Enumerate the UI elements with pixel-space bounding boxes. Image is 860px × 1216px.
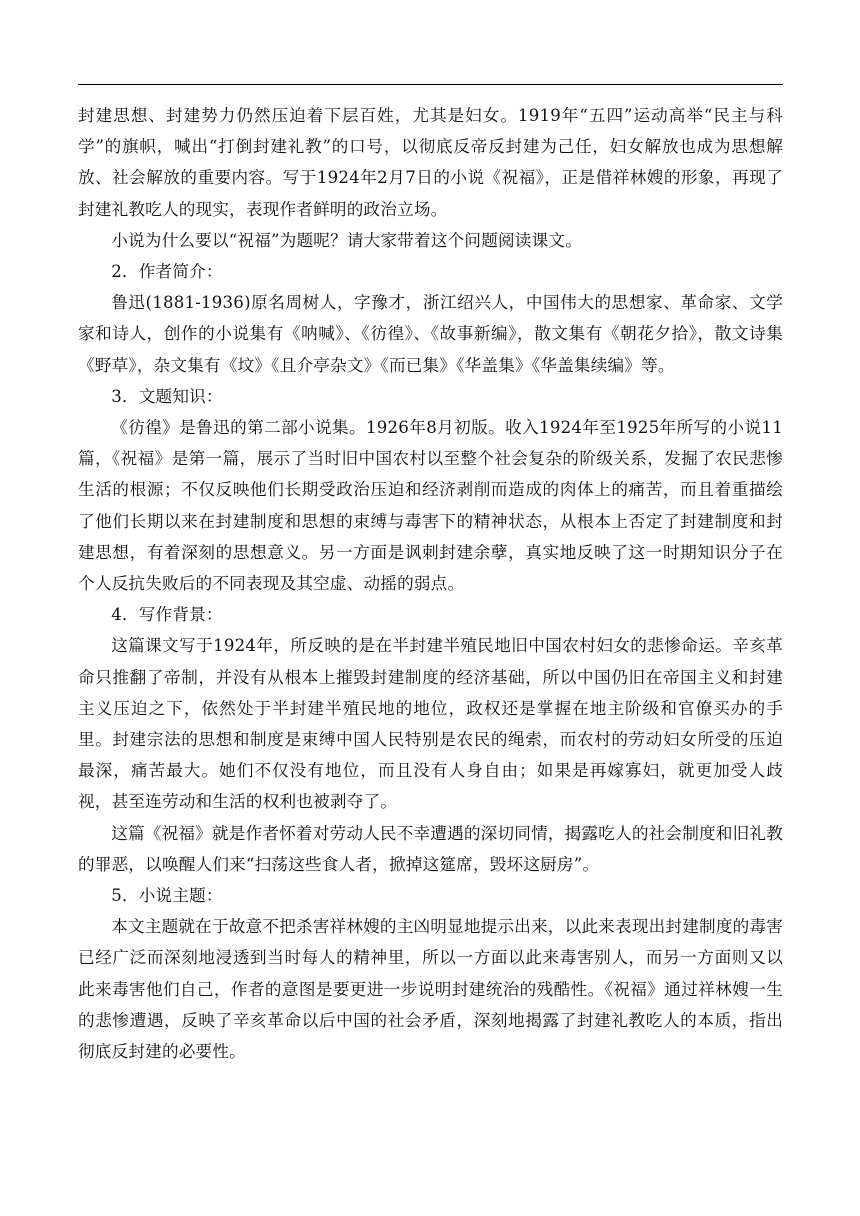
paragraph-writing-background: 这篇课文写于1924年，所反映的是在半封建半殖民地旧中国农村妇女的悲惨命运。辛亥革命只推翻了帝制，并没有从根本上摧毁封建制度的经济基础，所以中国仍旧在帝国主义和封建主义压迫之下，依然处于半封建半殖民地的地位，政权还是掌握在地主阶级和官僚买办的手里。封建宗法的思想和制度是束缚中国人民特别是农民的绳索，而农村的劳动妇女所受的压迫最深，痛苦最大。她们不仅没有地位，而且没有人身自由；如果是再嫁寡妇，就更加受人歧视，甚至连劳动和生活的权利也被剥夺了。 bbox=[78, 636, 783, 812]
paragraph-writing-purpose: 这篇《祝福》就是作者怀着对劳动人民不幸遭遇的深切同情，揭露吃人的社会制度和旧礼教的罪恶，以唤醒人们来“扫荡这些食人者，掀掉这筵席，毁坏这厨房”。 bbox=[78, 823, 783, 874]
header-rule bbox=[78, 84, 783, 85]
section-heading-background: 4．写作背景： bbox=[111, 605, 223, 625]
document-body bbox=[78, 100, 783, 1067]
section-heading-author: 2．作者简介： bbox=[111, 262, 223, 282]
paragraph-author-intro: 鲁迅(1881-1936)原名周树人，字豫才，浙江绍兴人，中国伟大的思想家、革命家、文学家和诗人，创作的小说集有《呐喊》、《彷徨》、《故事新编》，散文集有《朝花夕拾》，散文诗集《野草》，杂文集有《坟》《且介亭杂文》《而已集》《华盖集》《华盖集续编》等。 bbox=[78, 293, 783, 375]
section-heading-title-knowledge: 3．文题知识： bbox=[111, 386, 223, 406]
paragraph-novel-theme: 本文主题就在于故意不把杀害祥林嫂的主凶明显地提示出来，以此来表现出封建制度的毒害已经广泛而深刻地浸透到当时每人的精神里，所以一方面以此来毒害别人，而另一方面则又以此来毒害他们自己，作者的意图是要更进一步说明封建统治的残酷性。《祝福》通过祥林嫂一生的悲惨遭遇，反映了辛亥革命以后中国的社会矛盾，深刻地揭露了封建礼教吃人的本质，指出彻底反封建的必要性。 bbox=[78, 917, 783, 1062]
paragraph-title-question: 小说为什么要以“祝福”为题呢？请大家带着这个问题阅读课文。 bbox=[111, 230, 582, 250]
paragraph-background-continued: 封建思想、封建势力仍然压迫着下层百姓，尤其是妇女。1919年“五四”运动高举“民主与科学”的旗帜，喊出“打倒封建礼教”的口号，以彻底反帝反封建为己任，妇女解放也成为思想解放、社会解放的重要内容。写于1924年2月7日的小说《祝福》，正是借祥林嫂的形象，再现了封建礼教吃人的现实，表现作者鲜明的政治立场。 bbox=[78, 106, 783, 219]
paragraph-title-knowledge: 《彷徨》是鲁迅的第二部小说集。1926年8月初版。收入1924年至1925年所写的小说11篇，《祝福》是第一篇，展示了当时旧中国农村以至整个社会复杂的阶级关系，发掘了农民悲惨生活的根源；不仅反映他们长期受政治压迫和经济剥削而造成的肉体上的痛苦，而且着重描绘了他们长期以来在封建制度和思想的束缚与毒害下的精神状态，从根本上否定了封建制度和封建思想，有着深刻的思想意义。另一方面是讽刺封建余孽，真实地反映了这一时期知识分子在个人反抗失败后的不同表现及其空虚、动摇的弱点。 bbox=[78, 418, 783, 594]
section-heading-theme: 5．小说主题： bbox=[111, 886, 223, 906]
